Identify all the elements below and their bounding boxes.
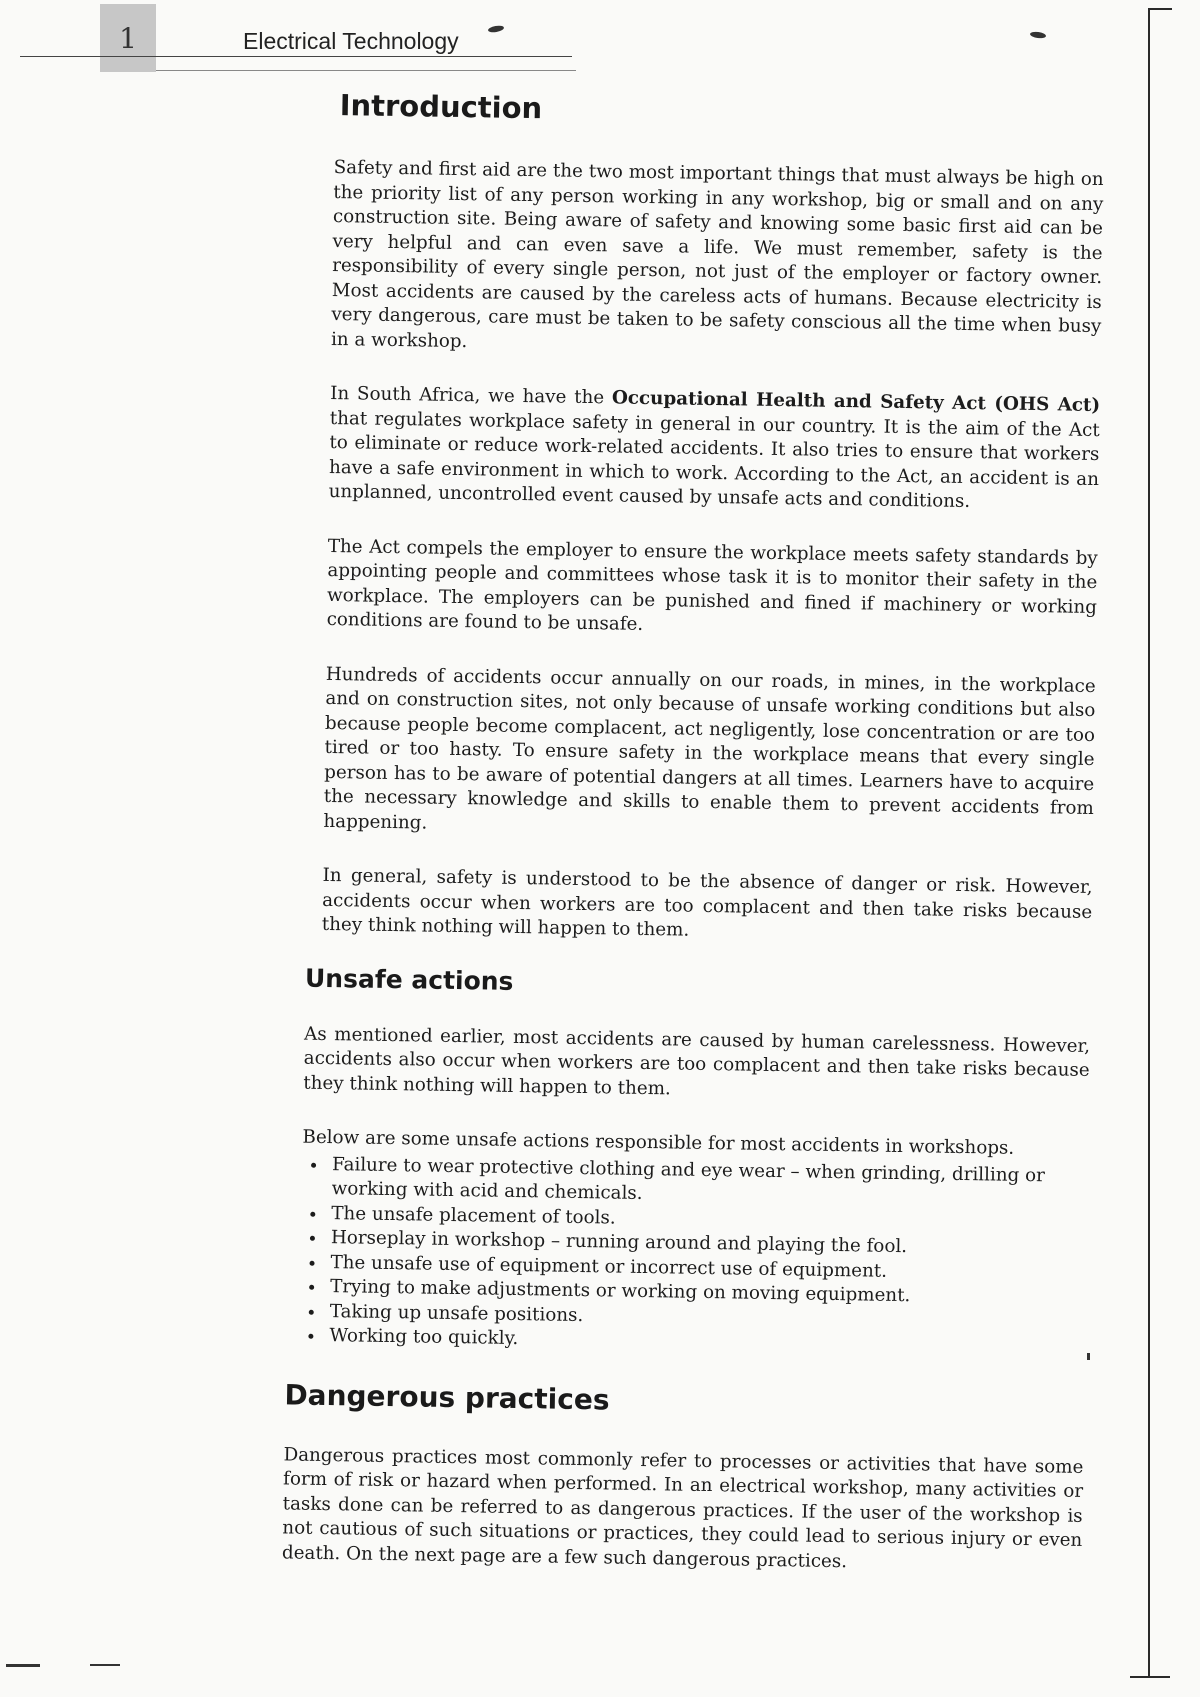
page-edge-line bbox=[1148, 8, 1150, 1678]
ohs-act-name: Occupational Health and Safety Act (OHS Act) bbox=[611, 387, 1101, 417]
ohs-paragraph-lead: In South Africa, we have the bbox=[330, 382, 613, 409]
unsafe-actions-intro: As mentioned earlier, most accidents are caused by human carelessness. However, accidents also occur when workers are too complacent and then take risks because they think nothing will happen to them. bbox=[303, 1023, 1091, 1099]
unsafe-actions-list bbox=[299, 1152, 1088, 1360]
page-edge-corner-bottom bbox=[1130, 1676, 1170, 1678]
ohs-paragraph-rest: that regulates workplace safety in general in our country. It is the aim of the Act to eliminate or reduce work-related accidents. It also tries to ensure that workers have a safe environment in which to work. According to the Act, an accident is an unplanned, uncontrolled event caused by unsafe acts and conditions. bbox=[328, 407, 1100, 513]
page-edge-corner-top bbox=[1148, 8, 1172, 10]
chapter-number: 1 bbox=[119, 22, 137, 55]
list-item: • The unsafe placement of tools. bbox=[327, 1202, 1087, 1238]
accidents-paragraph: Hundreds of accidents occur annually on our roads, in mines, in the workplace and on construction sites, not only because of unsafe working conditions but also because people become complacent, act negligently, lose concentration or are too tired or too hasty. To ensure safety in the workplace means that every single person has to be aware of potential dangers at all times. Learners have to acquire the necessary knowledge and skills to enable them to prevent accidents from happening. bbox=[323, 663, 1096, 834]
scan-speck bbox=[6, 1664, 40, 1667]
list-item: • Working too quickly. bbox=[325, 1324, 1085, 1360]
unsafe-actions-lead: Below are some unsafe actions responsible for most accidents in workshops. bbox=[302, 1126, 1015, 1159]
ohs-act-paragraph bbox=[328, 382, 1100, 517]
heading-introduction: Introduction bbox=[339, 88, 543, 126]
list-item: • Horseplay in workshop – running around and playing the fool. bbox=[327, 1226, 1087, 1262]
list-item: • Taking up unsafe positions. bbox=[326, 1300, 1086, 1336]
safety-definition-paragraph: In general, safety is understood to be the absence of danger or risk. However, accidents occur when workers are too complacent and then take risks because they think nothing will happen to them. bbox=[321, 864, 1093, 941]
header-rule bbox=[20, 56, 572, 57]
chapter-number-tab bbox=[100, 4, 156, 72]
list-item: • Failure to wear protective clothing and eye wear – when grinding, drilling or working with acid and chemicals. bbox=[328, 1153, 1089, 1214]
scan-speck bbox=[1087, 1353, 1090, 1360]
list-item: • The unsafe use of equipment or incorrect use of equipment. bbox=[326, 1251, 1086, 1287]
list-item: • Trying to make adjustments or working on moving equipment. bbox=[326, 1275, 1086, 1311]
intro-paragraph: Safety and first aid are the two most important things that must always be high on the priority list of any person working in any workshop, big or small and on any construction site. Being aware of safety and knowing some basic first aid can be very helpful and can even save a life. We must remember, safety is the responsibility of every single person, not just of the employer or factory owner. Most accidents are caused by the careless acts of humans. Because electricity is very dangerous, care must be taken to be safety conscious all the time when busy in a workshop. bbox=[330, 156, 1104, 352]
heading-unsafe-actions: Unsafe actions bbox=[304, 963, 514, 996]
page-body bbox=[281, 88, 1105, 1608]
dangerous-practices-paragraph: Dangerous practices most commonly refer to processes or activities that have some form of risk or hazard when performed. In an electrical workshop, many activities or tasks done can be referred to as dangerous practices. If the user of the workshop is not cautious of such situations or practices, they could lead to serious injury or even death. On the next page are a few such dangerous practices. bbox=[281, 1443, 1084, 1572]
employer-duties-paragraph: The Act compels the employer to ensure the workplace meets safety standards by appointing people and committees whose task it is to monitor their safety in the workplace. The employers can be punished and fined if machinery or working conditions are found to be unsafe. bbox=[326, 535, 1098, 635]
scan-speck bbox=[488, 25, 505, 34]
heading-dangerous-practices: Dangerous practices bbox=[284, 1377, 610, 1416]
running-header-title: Electrical Technology bbox=[243, 28, 459, 54]
header-rule-secondary bbox=[156, 70, 576, 71]
scan-speck bbox=[90, 1664, 120, 1666]
scan-speck bbox=[1030, 31, 1047, 39]
